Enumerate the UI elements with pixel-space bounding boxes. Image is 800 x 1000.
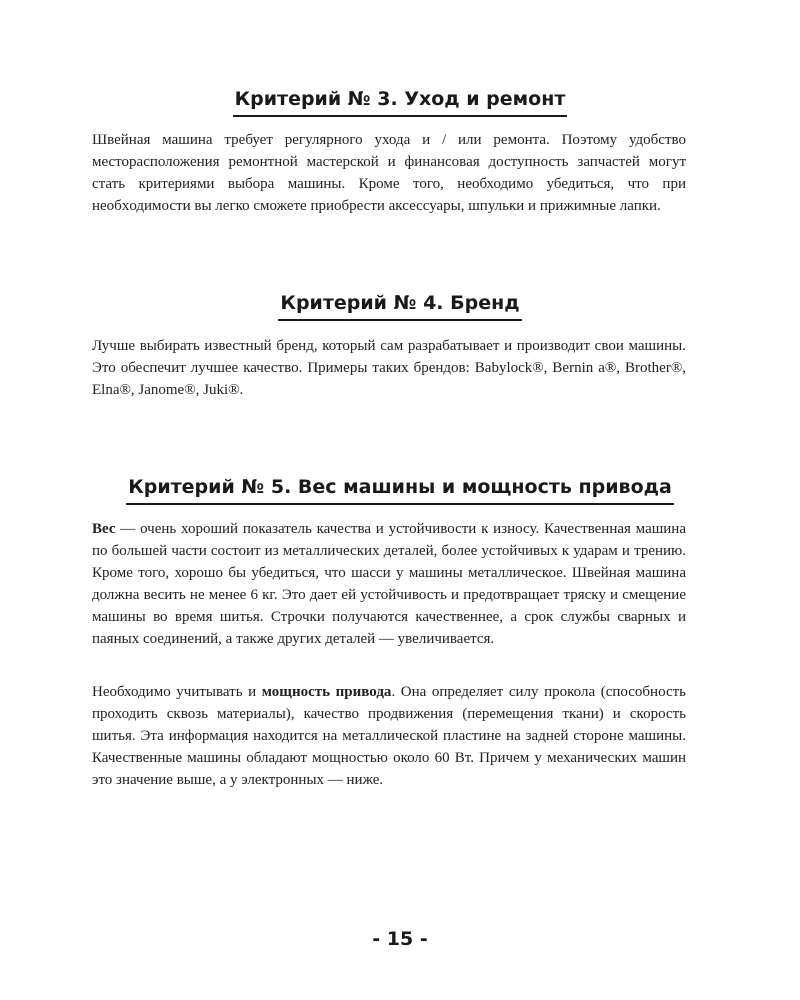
- paragraph-text: — очень хороший показатель качества и устойчивости к износу. Качественная машина по большей части состоит из металлических деталей, более устойчивых к ударам и трению. Кроме того, хорошо бы убедиться, что шасси у машины металлическое. Швейная машина должна весить не менее 6 кг. Это дает ей устойчивость и предотвращает тряску и смещение машины во время шитья. Строчки получаются качественнее, а срок службы сварных и паяных соединений, а также других деталей — увеличивается.: [92, 521, 686, 647]
- section-title-text: Критерий № 3. Уход и ремонт: [233, 88, 568, 117]
- section-title-text: Критерий № 4. Бренд: [278, 292, 521, 321]
- paragraph-weight: [92, 518, 686, 650]
- section-title-weight-power: [0, 476, 800, 505]
- paragraph-text: Швейная машина требует регулярного ухода и / или ремонта. Поэтому удобство местоpасположения ремонтной мастерской и финансовая доступность запчастей могут стать критериями выбора машины. Кроме того, необходимо убедиться, что при необxодимости вы легко сможете приобрести аксессуары, шпульки и прижимные лапки.: [92, 132, 686, 214]
- paragraph-care-repair: [92, 129, 686, 217]
- page-number: - 15 -: [372, 928, 428, 950]
- section-title-care-repair: [0, 88, 800, 117]
- paragraph-lead-text: Необходимо учитывать и: [92, 684, 262, 700]
- paragraph-text: . Она определяет силу прокола (способность проходить сквозь материалы), качество продвижения (перемещения ткани) и скорость шитья. Эта информация находится на металлической пластине на задней стороне машины. Качественные машины обладают мощностью около 60 Вт. Причем у механических машин это значение выше, а у электронных — ниже.: [92, 684, 687, 788]
- paragraph-text: Лучше выбирать известный бренд, который сам разрабатывает и производит свои машины. Это обеспечит лучшее качество. Примеры таких брендов: Babylock®, Bernin a®, Brother®, Elna®, Janome®, Juki®.: [92, 338, 686, 398]
- section-title-brand: [0, 292, 800, 321]
- section-title-text: Критерий № 5. Вес машины и мощность привода: [126, 476, 674, 505]
- paragraph-brand: [92, 335, 686, 401]
- bold-term-drive-power: мощность привода: [261, 684, 392, 700]
- paragraph-drive-power: [92, 681, 686, 791]
- bold-term-weight: Вес: [92, 521, 116, 537]
